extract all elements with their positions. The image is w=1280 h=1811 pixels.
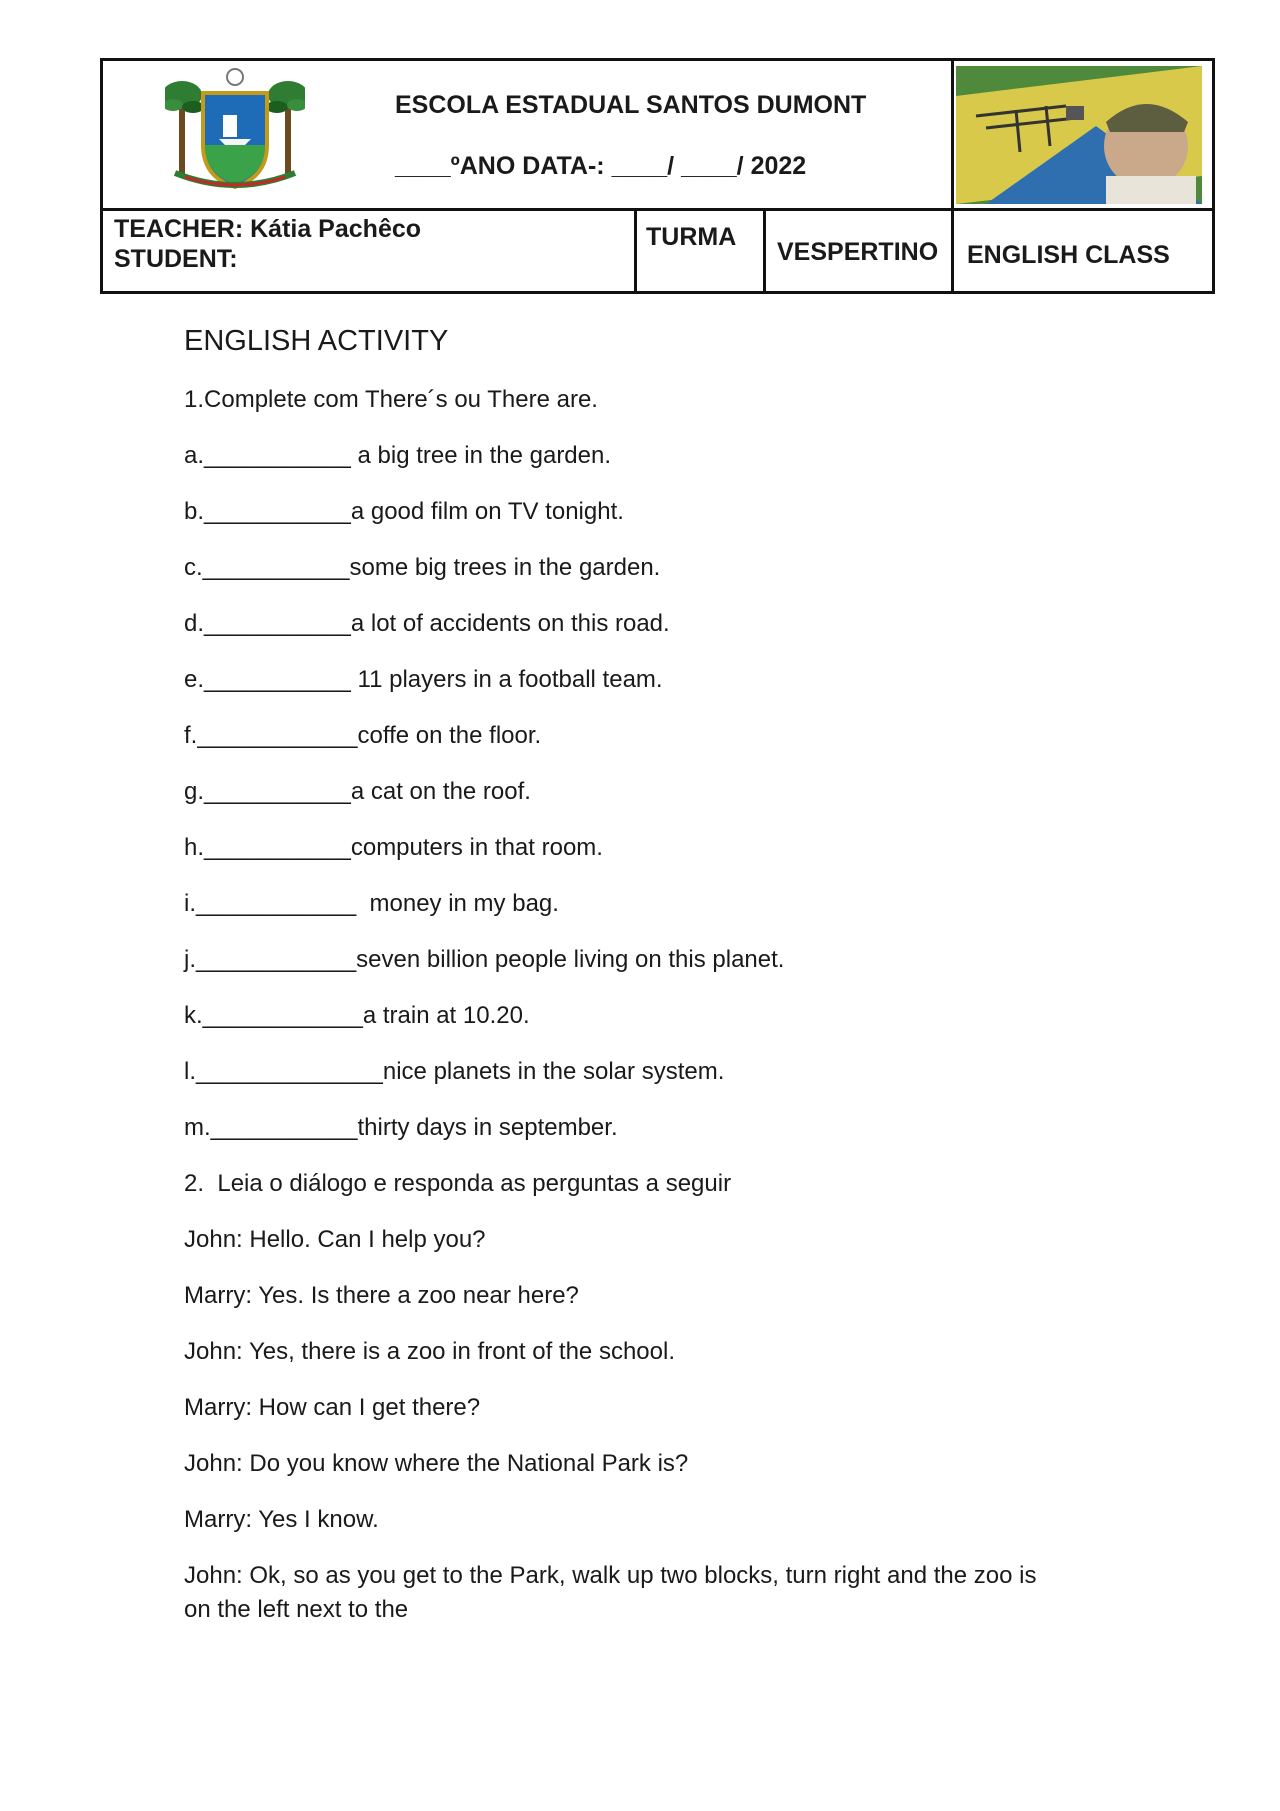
dialogue-line: John: Hello. Can I help you? xyxy=(184,1226,486,1253)
fill-in-item: m.___________thirty days in september. xyxy=(184,1114,618,1141)
santos-dumont-photo xyxy=(956,66,1202,204)
period-label: VESPERTINO xyxy=(777,238,939,266)
fill-in-item: c.___________some big trees in the garden. xyxy=(184,554,661,581)
fill-in-item: b.___________a good film on TV tonight. xyxy=(184,498,624,525)
dialogue-line: John: Do you know where the National Park is? xyxy=(184,1450,689,1477)
fill-in-item: e.___________ 11 players in a football team. xyxy=(184,666,663,693)
header-table xyxy=(100,58,1215,294)
class-name-label: ENGLISH CLASS xyxy=(967,241,1170,269)
teacher-student-block xyxy=(114,214,421,274)
student-label: STUDENT: xyxy=(114,245,238,273)
school-name: ESCOLA ESTADUAL SANTOS DUMONT xyxy=(395,91,867,119)
question-2-prompt: 2. Leia o diálogo e responda as perguntas a seguir xyxy=(184,1170,732,1197)
school-crest-logo xyxy=(165,65,305,195)
teacher-name: TEACHER: Kátia Pachêco xyxy=(114,215,422,243)
dialogue-line: Marry: Yes I know. xyxy=(184,1506,379,1533)
dialogue-line: Marry: How can I get there? xyxy=(184,1394,481,1421)
dialogue-line: Marry: Yes. Is there a zoo near here? xyxy=(184,1282,579,1309)
dialogue-line: John: Yes, there is a zoo in front of the school. xyxy=(184,1338,675,1365)
fill-in-item: f.____________coffe on the floor. xyxy=(184,722,542,749)
header-column-divider xyxy=(951,61,954,291)
header-column-divider xyxy=(763,208,766,291)
fill-in-item: h.___________computers in that room. xyxy=(184,834,603,861)
fill-in-item: d.___________a lot of accidents on this road. xyxy=(184,610,670,637)
header-column-divider xyxy=(634,208,637,291)
fill-in-item: i.____________ money in my bag. xyxy=(184,890,559,917)
fill-in-item: l.______________nice planets in the solar system. xyxy=(184,1058,725,1085)
grade-date-line: ____ºANO DATA-: ____/ ____/ 2022 xyxy=(395,152,807,180)
activity-title: ENGLISH ACTIVITY xyxy=(184,325,449,357)
fill-in-item: a.___________ a big tree in the garden. xyxy=(184,442,612,469)
turma-label: TURMA xyxy=(646,223,737,251)
question-1-prompt: 1.Complete com There´s ou There are. xyxy=(184,386,598,413)
fill-in-item: k.____________a train at 10.20. xyxy=(184,1002,530,1029)
dialogue-line: on the left next to the xyxy=(184,1596,409,1623)
dialogue-line: John: Ok, so as you get to the Park, walk up two blocks, turn right and the zoo is xyxy=(184,1562,1037,1589)
fill-in-item: j.____________seven billion people living on this planet. xyxy=(184,946,785,973)
fill-in-item: g.___________a cat on the roof. xyxy=(184,778,531,805)
header-divider xyxy=(103,208,1212,211)
